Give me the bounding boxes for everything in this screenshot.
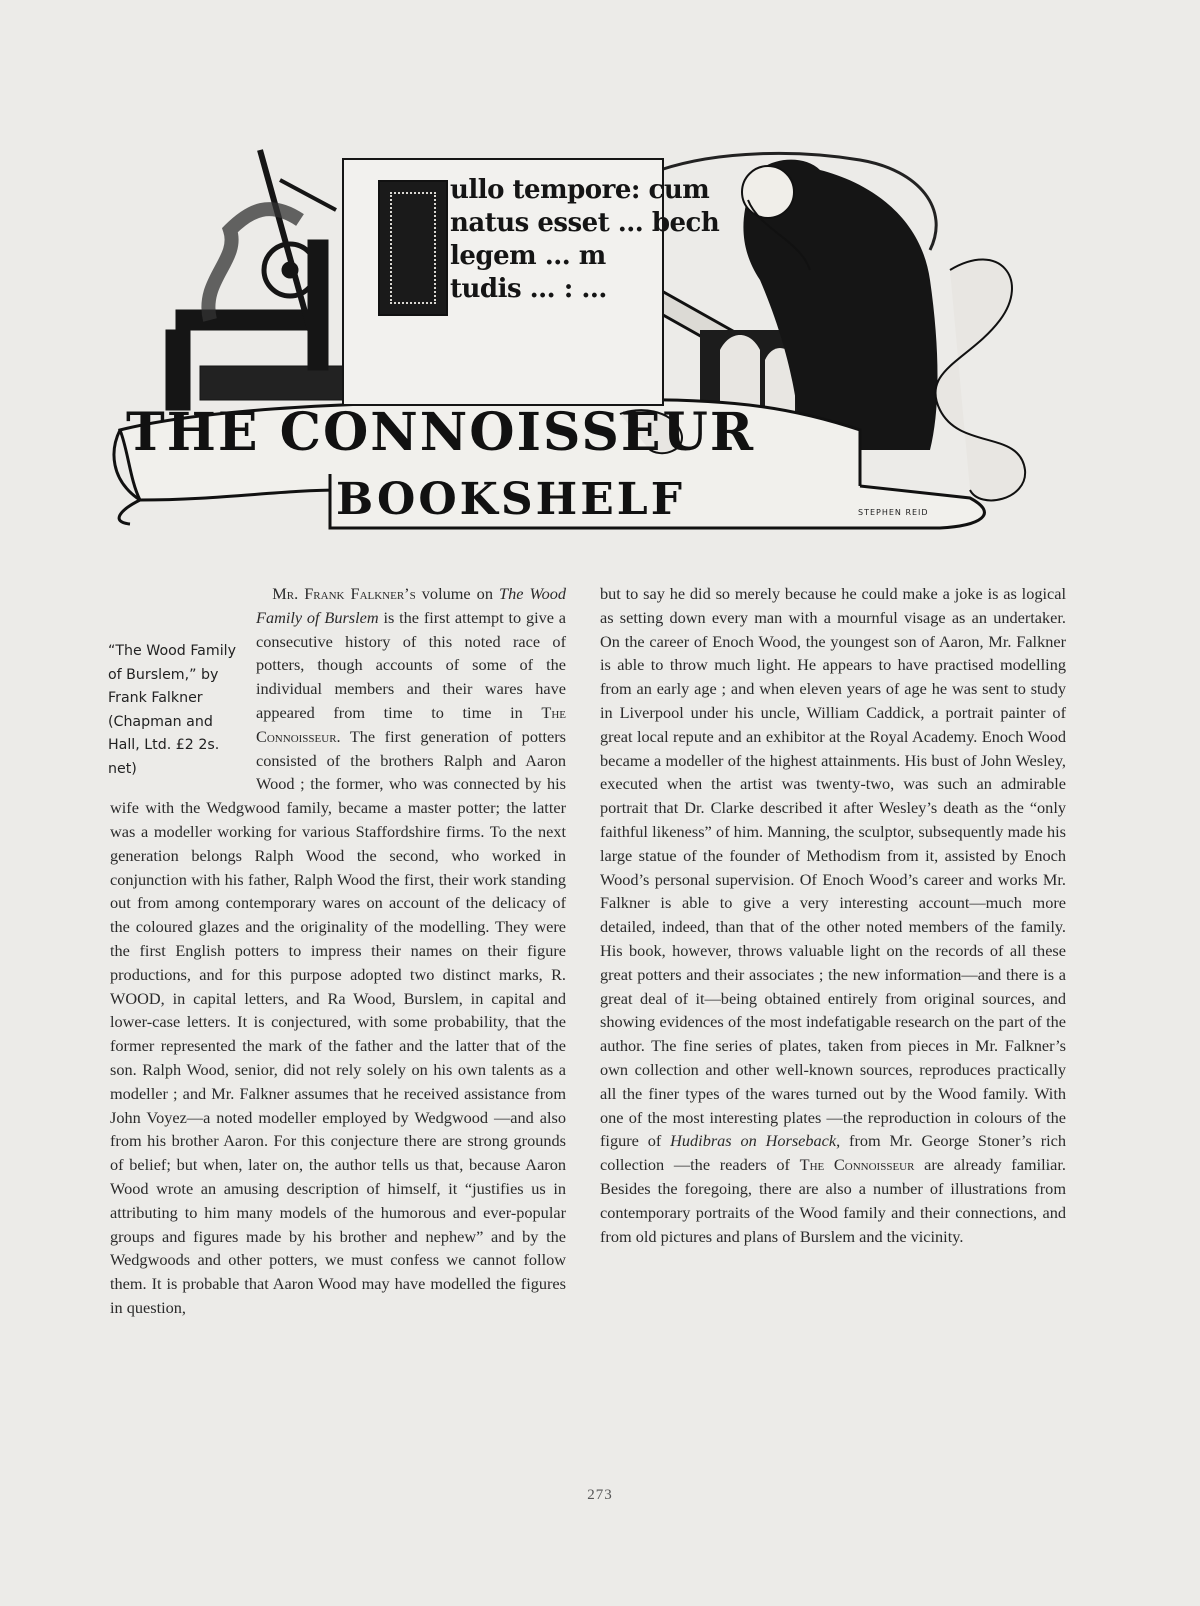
article-paragraph (600, 582, 1066, 1248)
book-title: The Wood Family of Burslem (256, 584, 567, 627)
text-run: are already familiar. Besides the foregoing, there are also a number of illustrations from contemporary portraits of the Wood family and their connections, and from old pictures and plans of Burslem and the vicinity. (600, 1155, 1066, 1246)
opening-smallcaps: Mr. Frank Falkner’s (272, 584, 416, 603)
article-column-right (600, 582, 1066, 1248)
text-run: volume on (415, 584, 500, 603)
manuscript-panel (342, 158, 720, 406)
masthead-subtitle: BOOKSHELF (336, 474, 685, 525)
masthead-title: THE CONNOISSEUR (126, 402, 756, 463)
book-sidenote: “The Wood Family of Burslem,” by Frank Falkner (Chapman and Hall, Ltd. £2 2s. net) (108, 640, 242, 782)
text-run: . The first generation of potters consisted of the brothers Ralph and Aaron Wood ; the former, who was connected by his wife with the Wedgwood family, became a master potter; the latter was a modeller working for various Staffordshire firms. To the next generation belongs Ralph Wood the second, who worked in conjunction with his father, Ralph Wood the first, their work standing out from among contemporary wares on account of the delicacy of the coloured glazes and the originality of the modelling. They were the first English potters to impress their names on their figure productions, and for this purpose adopted two distinct marks, R. WOOD, in capital letters, and Ra Wood, Burslem, in capital and lower-case letters. It is conjectured, with some probability, that the former represented the mark of the father and the latter that of the son. Ralph Wood, senior, did not rely solely on his own talents as a modeller ; and Mr. Falkner assumes that he received assistance from John Voyez—a noted modeller employed by Wedgwood —and also from his brother Aaron. For this conjecture there are strong grounds of belief; but when, later on, the author tells us that, because Aaron Wood wrote an amusing description of himself, it “justifies us in attributing to him many models of the humorous and ever-popular groups and figures made by his brother and nephew” and by the Wedgwoods and other potters, we must confess we cannot follow them. It is probable that Aaron Wood may have modelled the figures in question, (110, 726, 566, 1317)
manuscript-line: legem … m (450, 241, 606, 271)
text-run: , from Mr. George Stoner’s rich collection —the readers of (600, 1131, 1067, 1175)
page-number: 273 (587, 1487, 613, 1503)
text-run: is the first attempt to give a consecutive history of this noted race of potters, though accounts of some of the individual members and their wares have appeared from time to time in (256, 607, 567, 722)
artwork-title: Hudibras on Horseback (670, 1131, 837, 1151)
manuscript-line: tudis … : … (450, 274, 607, 304)
manuscript-line: natus esset … bech (450, 208, 720, 238)
text-run: but to say he did so merely because he could make a joke is as logical as setting down every man with a mournful visage as an undertaker. On the career of Enoch Wood, the youngest son of Aaron, Mr. Falkner is able to throw much light. He appears to have practised modelling from an early age ; and when eleven years of age he was sent to study in Liverpool under his uncle, William Caddick, a portrait painter of great local repute and an exhibitor at the Royal Academy. Enoch Wood became a modeller of the highest attainments. His bust of John Wesley, executed when the artist was twenty-two, was such an admirable portrait that Dr. Clarke described it after Wesley’s death as the “only faithful likeness” of him. Manning, the sculptor, subsequently made his large statue of the founder of Methodism from it, assisted by Enoch Wood’s personal supervision. Of Enoch Wood’s career and works Mr. Falkner is able to give a very interesting account—much more detailed, indeed, than that of the other noted members of the family. His book, however, throws valuable light on the records of all these great potters and their associates ; the new information—and there is a great deal of it—being obtained entirely from original sources, and showing evidences of the most indefatigable research on the part of the author. The fine series of plates, taken from pieces in Mr. Falkner’s own collection and other well-known sources, reproduces practically all the finer types of the wares turned out by the Wood family. With one of the most interesting plates —the reproduction in colours of the figure of (600, 584, 1066, 1151)
artist-signature: STEPHEN REID (858, 508, 929, 517)
header-illustration (100, 130, 1100, 550)
manuscript-text (450, 174, 720, 306)
magazine-name: The Connoisseur (799, 1155, 915, 1175)
manuscript-line: ullo tempore: cum (450, 175, 710, 205)
magazine-name: The Connoisseur (256, 702, 566, 746)
illuminated-initial (378, 180, 448, 316)
